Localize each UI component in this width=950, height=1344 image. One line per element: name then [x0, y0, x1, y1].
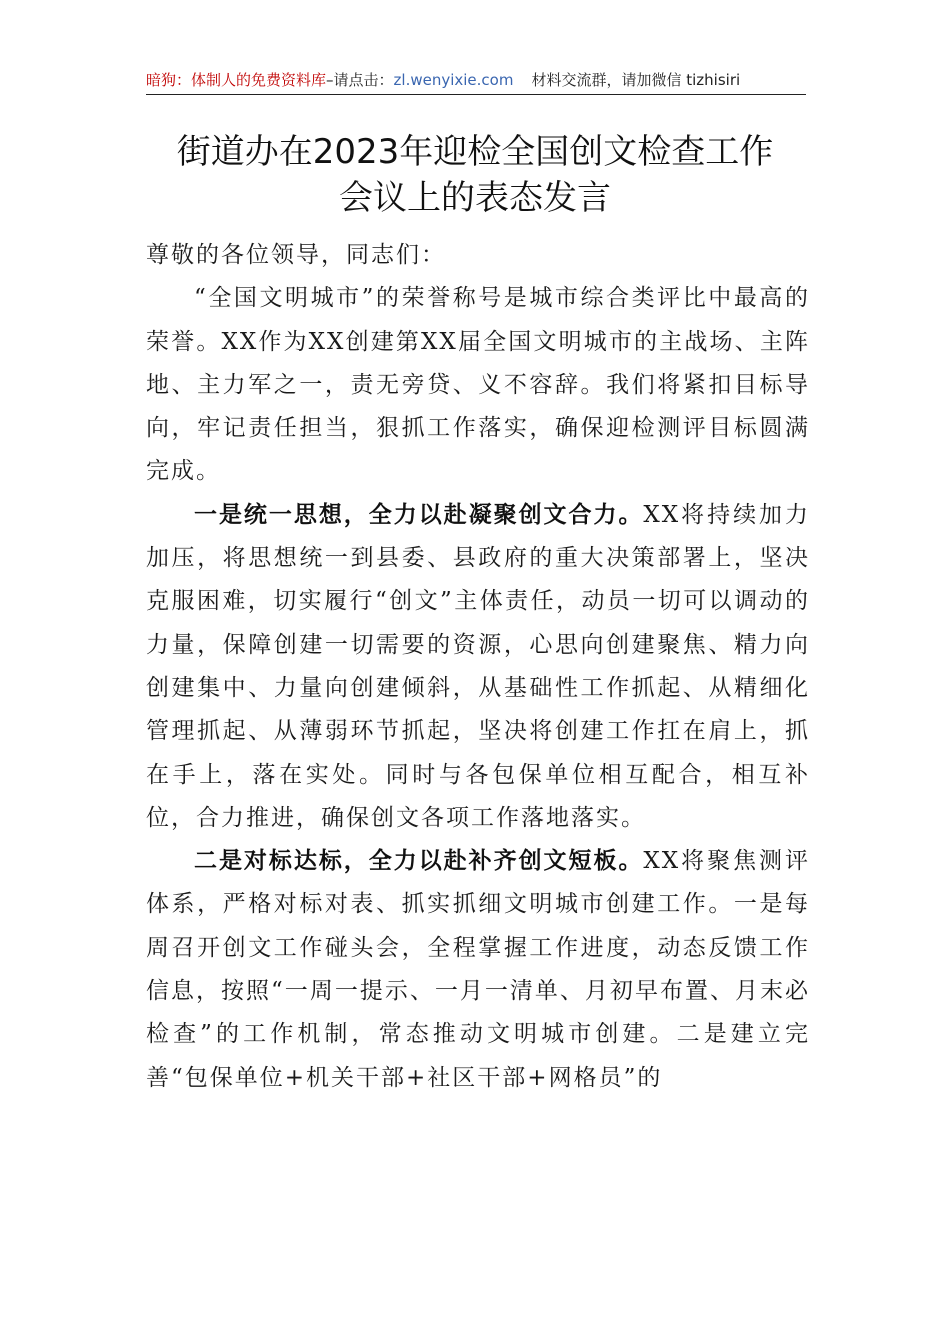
- paragraph-intro: [146, 277, 810, 493]
- paragraph-point-two: [146, 840, 810, 1100]
- paragraph-lead-heading: 一是统一思想，全力以赴凝聚创文合力。: [194, 501, 644, 528]
- header-prompt: –请点击：: [326, 71, 394, 89]
- header-brand: 暗狗：体制人的免费资料库: [146, 71, 327, 89]
- paragraph-point-one: [146, 494, 810, 840]
- paragraph-lead-heading: 二是对标达标，全力以赴补齐创文短板。: [194, 848, 644, 875]
- document-body: [146, 234, 810, 1100]
- document-title-line-2: 会议上的表态发言: [339, 178, 611, 218]
- paragraph-text: “全国文明城市”的荣誉称号是城市综合类评比中最高的荣誉。XX作为XX创建第XX届全国文明城市的主战场、主阵地、主力军之一，责无旁贷、义不容辞。我们将紧扣目标导向，牢记责任担当，狠抓工作落实，确保迎检测评目标圆满完成。: [146, 285, 810, 485]
- paragraph-text: XX将持续加力加压，将思想统一到县委、县政府的重大决策部署上，坚决克服困难，切实履行“创文”主体责任，动员一切可以调动的力量，保障创建一切需要的资源，心思向创建聚焦、精力向创建集中、力量向创建倾斜，从基础性工作抓起、从精细化管理抓起、从薄弱环节抓起，坚决将创建工作扛在肩上，抓在手上，落在实处。同时与各包保单位相互配合，相互补位，合力推进，确保创文各项工作落地落实。: [146, 501, 811, 831]
- header-contact: 材料交流群，请加微信 tizhisiri: [531, 71, 741, 89]
- salutation: 尊敬的各位领导，同志们：: [146, 242, 446, 268]
- paragraph-text: XX将聚焦测评体系，严格对标对表、抓实抓细文明城市创建工作。一是每周召开创文工作碰头会，全程掌握工作进度，动态反馈工作信息，按照“一周一提示、一月一清单、月初早布置、月末必检查”的工作机制，常态推动文明城市创建。二是建立完善“包保单位+机关干部+社区干部+网格员”的: [146, 848, 811, 1091]
- page-header: [146, 68, 806, 95]
- document-title-line-1: 街道办在2023年迎检全国创文检查工作: [176, 132, 774, 172]
- header-url-link[interactable]: zl.wenyixie.com: [393, 71, 514, 89]
